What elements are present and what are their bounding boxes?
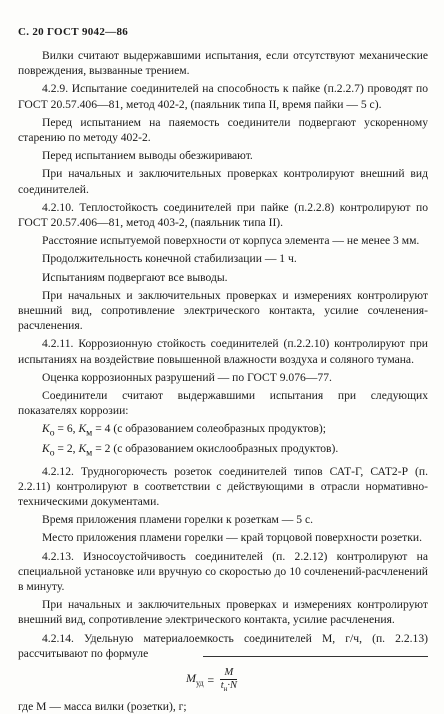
- paragraph: Место приложения пламени горелки — край торцовой поверхности розетки.: [42, 531, 422, 545]
- paragraph: 4.2.10. Теплостойкость соединителей при пайке (п.2.2.8) контролируют по ГОСТ 20.57.406—81, метод 403-2, (паяльник типа II).: [18, 200, 428, 230]
- paragraph: 4.2.13. Износоустойчивость соединителей (п. 2.2.12) контролируют на специальной установке или вручную со скоростью до 10 сочленений-расчленений в минуту.: [18, 549, 428, 593]
- paragraph: Расстояние испытуемой поверхности от корпуса элемента — не менее 3 мм.: [42, 234, 420, 248]
- coefficient-line: $К_о = 6$, $К_м = 4$ (с образованием солеобразных продуктов);: [42, 422, 326, 439]
- paragraph: Вилки считают выдержавшими испытания, если отсутствуют механические повреждения, вызванные трением.: [18, 49, 428, 78]
- paragraph: При начальных и заключительных проверках и измерениях контролируют внешний вид, сопротивление электрического контакта, усилие расчленения.: [18, 598, 428, 627]
- formula-legend: где М — масса вилки (розетки), г;: [18, 700, 187, 714]
- paragraph: Время приложения пламени горелки к розеткам — 5 с.: [42, 513, 314, 527]
- formula: $М_{уд}$ = $\frac{М}{t_н\cdot N}$: [186, 667, 428, 695]
- coefficient-line: $К_о = 2$, $К_м = 2$ (с образованием окислообразных продуктов).: [42, 441, 339, 459]
- paragraph: Перед испытанием выводы обезжиривают.: [42, 149, 253, 163]
- paragraph: При начальных и заключительных проверках и измерениях контролируют внешний вид, сопротивление электрического контакта, усилие сочленения-расчленения.: [18, 288, 428, 333]
- document-body: [18, 48, 428, 714]
- fraction: $\frac{М}{t_н\cdot N}$: [220, 666, 237, 694]
- paragraph: 4.2.14. Удельную материалоемкость соединителей М, г/ч, (п. 2.2.13) рассчитывают по формуле: [18, 631, 428, 660]
- document-page: [18, 0, 432, 714]
- paragraph: Перед испытанием на паяемость соединители подвергают ускоренному старению по методу 402-2.: [18, 115, 428, 145]
- paragraph: 4.2.12. Трудногорючесть розеток соединителей типов САТ-Г, САТ2-Р (п. 2.2.11) контролируют в соответствии с действующими в отрасли нормативно-техническими документами.: [18, 464, 428, 508]
- paragraph: При начальных и заключительных проверках контролируют внешний вид соединителей.: [18, 167, 428, 196]
- paragraph: Продолжительность конечной стабилизации — 1 ч.: [42, 252, 297, 266]
- paragraph: Испытаниям подвергают все выводы.: [42, 270, 228, 284]
- paragraph: Оценка коррозионных разрушений — по ГОСТ 9.076—77.: [42, 370, 332, 384]
- page-header: С. 20 ГОСТ 9042—86: [18, 26, 129, 38]
- paragraph: 4.2.11. Коррозионную стойкость соединителей (п.2.2.10) контролируют при испытаниях на воздействие повышенной влажности воздуха и соляного тумана.: [18, 337, 428, 366]
- bottom-rule: [203, 656, 428, 657]
- paragraph: Соединители считают выдержавшими испытания при следующих показателях коррозии:: [18, 389, 428, 418]
- paragraph: 4.2.9. Испытание соединителей на способность к пайке (п.2.2.7) проводят по ГОСТ 20.57.406—81, метод 402-2, (паяльник типа II, время пайки — 5 с).: [18, 82, 428, 111]
